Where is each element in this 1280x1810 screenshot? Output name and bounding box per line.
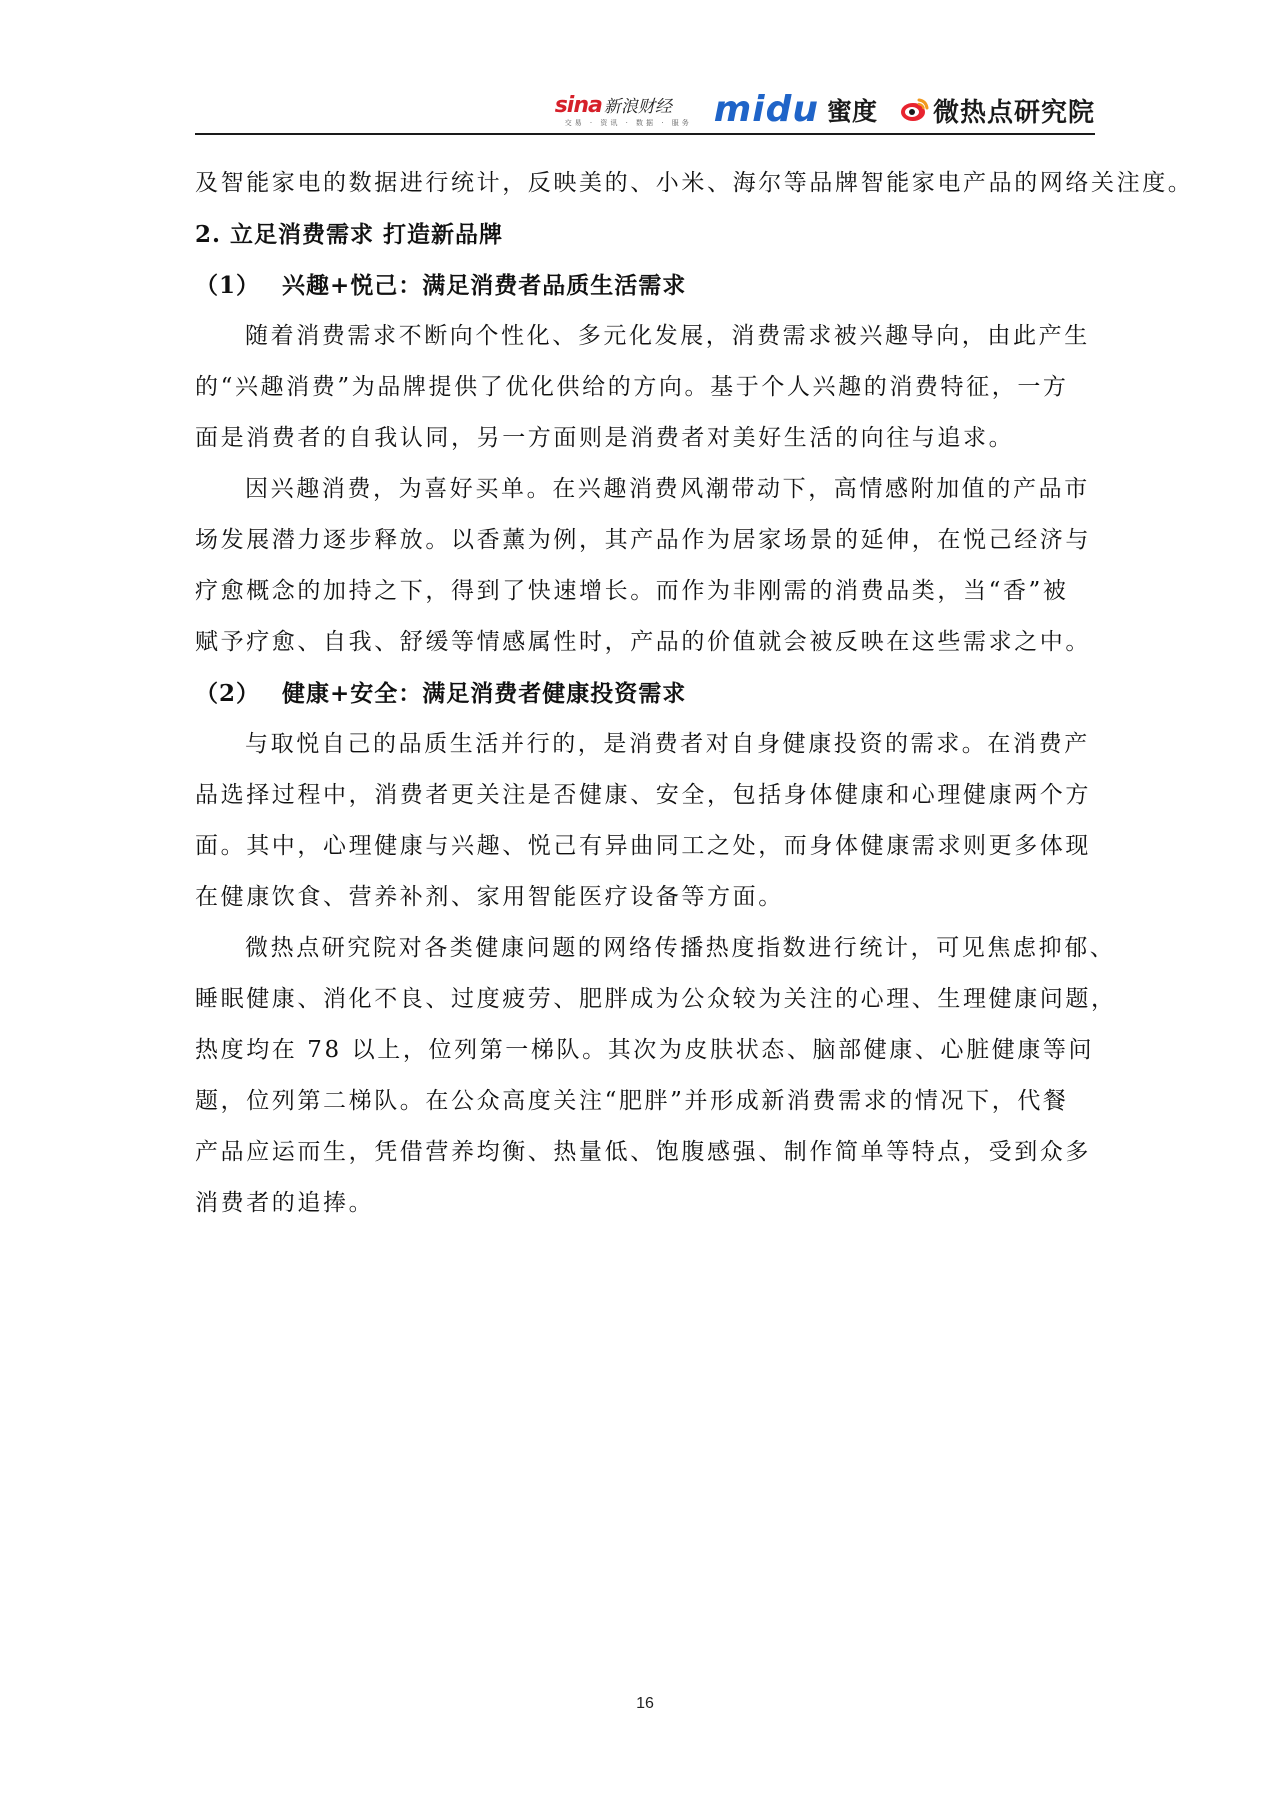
document-body — [195, 158, 1194, 1229]
paragraph-line: 品选择过程中，消费者更关注是否健康、安全，包括身体健康和心理健康两个方 — [195, 782, 1091, 808]
page-number: 16 — [636, 1695, 654, 1712]
paragraph-line: 面。其中，心理健康与兴趣、悦己有异曲同工之处，而身体健康需求则更多体现 — [195, 833, 1091, 859]
subsection-title: 兴趣+悦己：满足消费者品质生活需求 — [282, 272, 687, 299]
sina-brand: sina — [554, 93, 602, 118]
paragraph-line: 随着消费需求不断向个性化、多元化发展，消费需求被兴趣导向，由此产生 — [245, 323, 1090, 349]
paragraph-line: 消费者的追捧。 — [195, 1190, 375, 1216]
paragraph-line: 热度均在 78 以上，位列第一梯队。其次为皮肤状态、脑部健康、心脏健康等问 — [195, 1037, 1095, 1063]
subsection-heading — [195, 668, 1115, 719]
paragraph-line: 及智能家电的数据进行统计，反映美的、小米、海尔等品牌智能家电产品的网络关注度。 — [195, 170, 1194, 196]
header-divider — [195, 133, 1095, 135]
weibo-eye-icon — [899, 97, 929, 123]
subsection-number: （2） — [195, 680, 261, 707]
paragraph-line: 场发展潜力逐步释放。以香薰为例，其产品作为居家场景的延伸，在悦己经济与 — [195, 527, 1091, 553]
midu-logo — [713, 89, 877, 130]
sina-finance-logo — [555, 92, 692, 128]
paragraph-line: 题，位列第二梯队。在公众高度关注“肥胖”并形成新消费需求的情况下，代餐 — [195, 1088, 1069, 1114]
subsection-number: （1） — [195, 272, 261, 299]
paragraph-line: 与取悦自己的品质生活并行的，是消费者对自身健康投资的需求。在消费产 — [245, 731, 1090, 757]
sina-name: 新浪财经 — [603, 97, 672, 117]
subsection-title: 健康+安全：满足消费者健康投资需求 — [282, 680, 687, 707]
paragraph-line: 面是消费者的自我认同，另一方面则是消费者对美好生活的向往与追求。 — [195, 425, 1015, 451]
paragraph-line: 产品应运而生，凭借营养均衡、热量低、饱腹感强、制作简单等特点，受到众多 — [195, 1139, 1091, 1165]
subsection-heading — [195, 260, 1115, 311]
header-logos — [555, 90, 1095, 130]
midu-name: 蜜度 — [826, 97, 877, 126]
weire-logo — [899, 92, 1095, 129]
paragraph-line: 睡眠健康、消化不良、过度疲劳、肥胖成为公众较为关注的心理、生理健康问题， — [195, 986, 1117, 1012]
paragraph-line: 微热点研究院对各类健康问题的网络传播热度指数进行统计，可见焦虑抑郁、 — [245, 935, 1116, 961]
paragraph-line: 因兴趣消费，为喜好买单。在兴趣消费风潮带动下，高情感附加值的产品市 — [245, 476, 1090, 502]
midu-brand: midu — [713, 89, 819, 130]
sina-tagline: 交易 · 资讯 · 数据 · 服务 — [564, 119, 692, 127]
weire-name: 微热点研究院 — [932, 97, 1095, 128]
paragraph-line: 在健康饮食、营养补剂、家用智能医疗设备等方面。 — [195, 884, 784, 910]
page-header — [195, 86, 1095, 136]
paragraph-line: 疗愈概念的加持之下，得到了快速增长。而作为非刚需的消费品类，当“香”被 — [195, 578, 1069, 604]
paragraph-line: 赋予疗愈、自我、舒缓等情感属性时，产品的价值就会被反映在这些需求之中。 — [195, 629, 1091, 655]
paragraph-line: 的“兴趣消费”为品牌提供了优化供给的方向。基于个人兴趣的消费特征，一方 — [195, 374, 1069, 400]
section-heading: 2. 立足消费需求 打造新品牌 — [195, 221, 504, 248]
